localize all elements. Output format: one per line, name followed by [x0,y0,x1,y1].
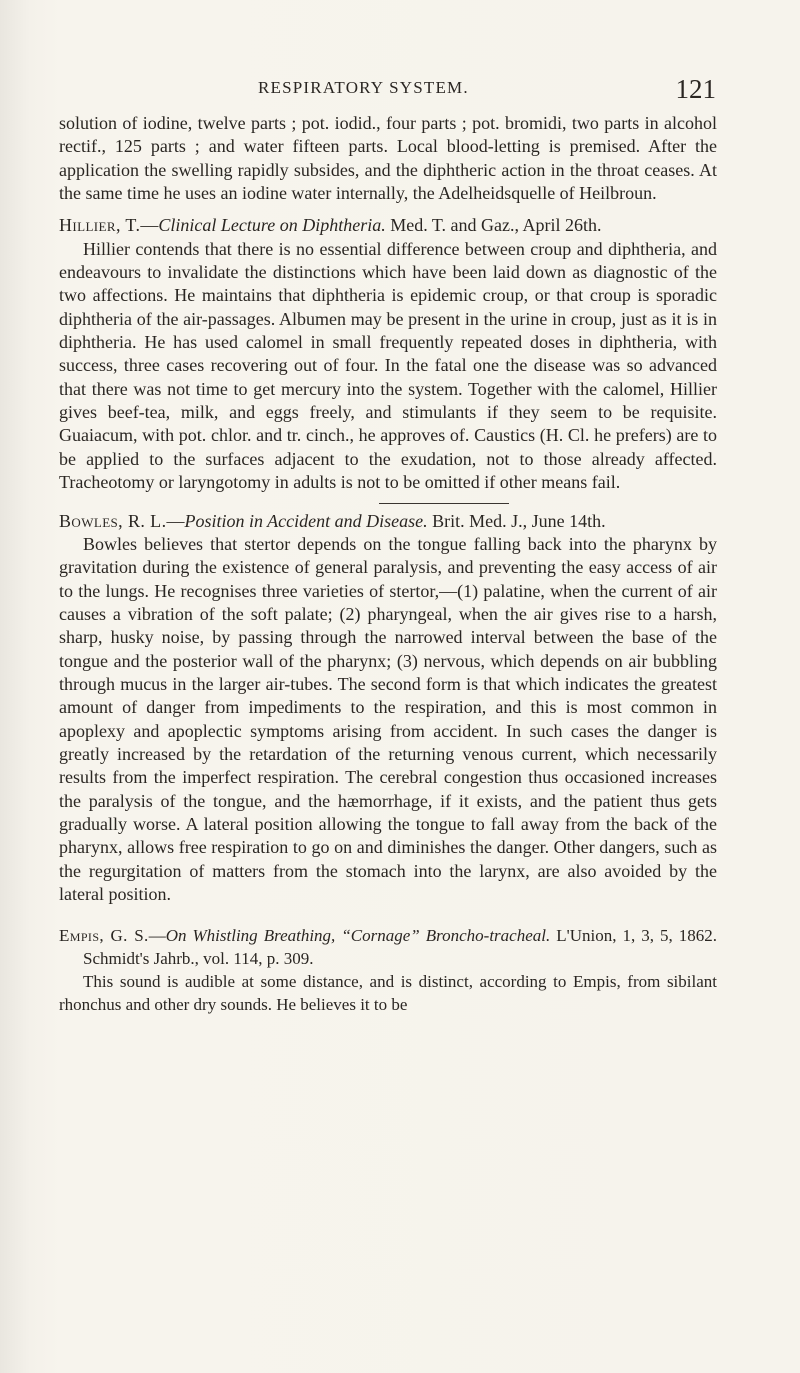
reference-title: Clinical Lecture on Diphtheria. [158,215,386,236]
page-header [0,74,800,108]
reference-source: Brit. Med. J., June 14th. [427,510,606,531]
reference-author: Empis, G. S. [59,926,149,946]
reference-bowles: Bowles, R. L.—Position in Accident and Disease. Brit. Med. J., June 14th. [59,510,606,531]
reference-hillier: Hillier, T.—Clinical Lecture on Diphtheria. Med. T. and Gaz., April 26th. [59,215,602,236]
page-number: 121 [675,74,716,104]
page-body [59,112,717,1016]
reference-author: Bowles, R. L. [59,510,167,531]
reference-source: L'Union, 1, 3, 5, 1862. Schmidt's Jahrb., vol. 114, p. 309. [83,926,718,969]
paragraph-bowles: Bowles believes that stertor depends on the tongue falling back into the pharynx by gravitation during the existence of general paralysis, and preventing the easy access of air to the lungs. He recognises three varieties of stertor,—(1) palatine, when the current of air causes a vibration of the soft palate; (2) pharyngeal, when the air gives rise to a harsh, sharp, husky noise, by passing through the narrowed interval between the base of the tongue and the posterior wall of the pharynx; (3) nervous, which depends on air bubbling through mucus in the larger air-tubes. The second form is that which indicates the greatest amount of danger from impediments to the respiration, and this is most common in apoplexy and apoplectic symptoms arising from accident. In such cases the danger is greatly increased by the retardation of the returning venous current, which necessarily results from the imperfect respiration. The cerebral congestion thus occasioned increases the paralysis of the tongue, and the hæmorrhage, if it exists, and the patient thus gets gradually worse. A lateral position allowing the tongue to fall away from the back of the pharynx, allows free respiration to go on and diminishes the danger. Other dangers, such as the regurgitation of matters from the stomach into the larynx, are also avoided by the lateral position. [59,533,717,904]
reference-title: On Whistling Breathing, “Cornage” Broncho-tracheal. [165,926,551,946]
paragraph-empis: This sound is audible at some distance, and is distinct, according to Empis, from sibilant rhonchus and other dry sounds. He believes it to be [59,972,717,1015]
paragraph-hillier: Hillier contends that there is no essential difference between croup and diphtheria, and endeavours to invalidate the distinctions which have been laid down as diagnostic of the two affections. He maintains that diphtheria is epidemic croup, or that croup is sporadic diphtheria of the air-passages. Albumen may be present in the urine in croup, just as it is in diphtheria. He has used calomel in small frequently repeated doses in diphtheria, with success, three cases recovering out of four. In the fatal one the disease was so advanced that there was not time to get mercury into the system. Together with the calomel, Hillier gives beef-tea, milk, and eggs freely, and stimulants if they seem to be requisite. Guaiacum, with pot. chlor. and tr. cinch., he approves of. Caustics (H. Cl. he prefers) are to be applied to the surfaces adjacent to the exudation, not to those already affected. Tracheotomy or laryngotomy in adults is not to be omitted if other means fail. [59,238,717,493]
reference-empis: Empis, G. S.—On Whistling Breathing, “Cornage” Broncho-tracheal. L'Union, 1, 3, 5, 1862. Schmidt's Jahrb., vol. 114, p. 309. [59,926,718,969]
reference-source: Med. T. and Gaz., April 26th. [385,215,602,236]
reference-author: Hillier, T. [59,215,141,236]
section-divider [379,503,509,504]
reference-title: Position in Accident and Disease. [184,510,428,531]
running-title: RESPIRATORY SYSTEM. [258,78,469,97]
paragraph-iodine-continued: solution of iodine, twelve parts ; pot. iodid., four parts ; pot. bromidi, two parts in alcohol rectif., 125 parts ; and water fifteen parts. Local blood-letting is premised. After the application the swelling rapidly subsides, and the diphtheric action in the throat ceases. At the same time he uses an iodine water internally, the Adelheidsquelle of Heilbroun. [59,113,717,204]
